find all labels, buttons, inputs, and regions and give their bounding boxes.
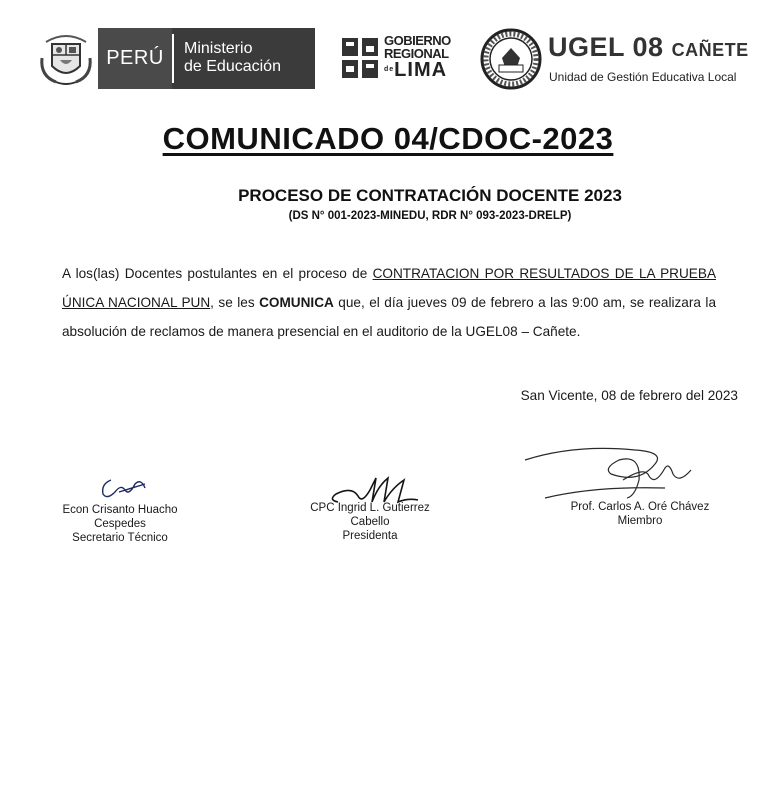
gobierno-regional-logo [340,34,450,80]
gobierno-regional-emblem-icon [340,36,380,80]
ugel-seal-icon [480,28,542,90]
peru-flag-block [98,28,172,89]
document-subtitle: PROCESO DE CONTRATACIÓN DOCENTE 2023 [238,186,622,205]
place-date: San Vicente, 08 de febrero del 2023 [520,388,738,403]
body-paragraph: A los(las) Docentes postulantes en el proceso de CONTRATACION POR RESULTADOS DE LA PRUEBA ÚNICA NACIONAL PUN, se les COMUNICA que, el día jueves 09 de febrero a las 9:00 am, se realizara la absolución de reclamos de manera presencial en el auditorio de la UGEL08 – Cañete. [62,266,717,339]
legal-reference: (DS N° 001-2023-MINEDU, RDR N° 093-2023-DRELP) [288,210,572,222]
signatory-role: Secretario Técnico [72,532,168,544]
comunica-word: COMUNICA [259,295,334,310]
signatory-name: Econ Crisanto Huacho Cespedes [62,504,178,530]
ugel-title: UGEL 08 CAÑETE [548,32,749,62]
process-name: CONTRATACION POR RESULTADOS DE LA PRUEBA ÚNICA NACIONAL PUN [62,266,717,310]
signature-1-icon [95,470,155,506]
peru-coat-of-arms-icon [38,28,94,88]
signatory-2 [290,501,450,543]
signatory-role: Presidenta [342,530,398,542]
peru-label: PERÚ [106,47,164,69]
ugel-subtitle: Unidad de Gestión Educativa Local [549,70,737,84]
gobierno-regional-text: GOBIERNO REGIONAL $^{de}$LIMA [384,33,451,81]
signatory-role: Miembro [617,515,663,527]
signatory-name: CPC Ingrid L. Gutierrez Cabello [310,502,430,528]
ministry-name: Ministerio de Educación [184,40,281,75]
signatory-name: Prof. Carlos A. Oré Chávez [570,501,710,513]
signatory-1 [40,503,200,545]
signatory-3 [560,500,720,528]
minedu-logo [98,28,315,89]
document-title: COMUNICADO 04/CDOC-2023 [162,121,614,156]
